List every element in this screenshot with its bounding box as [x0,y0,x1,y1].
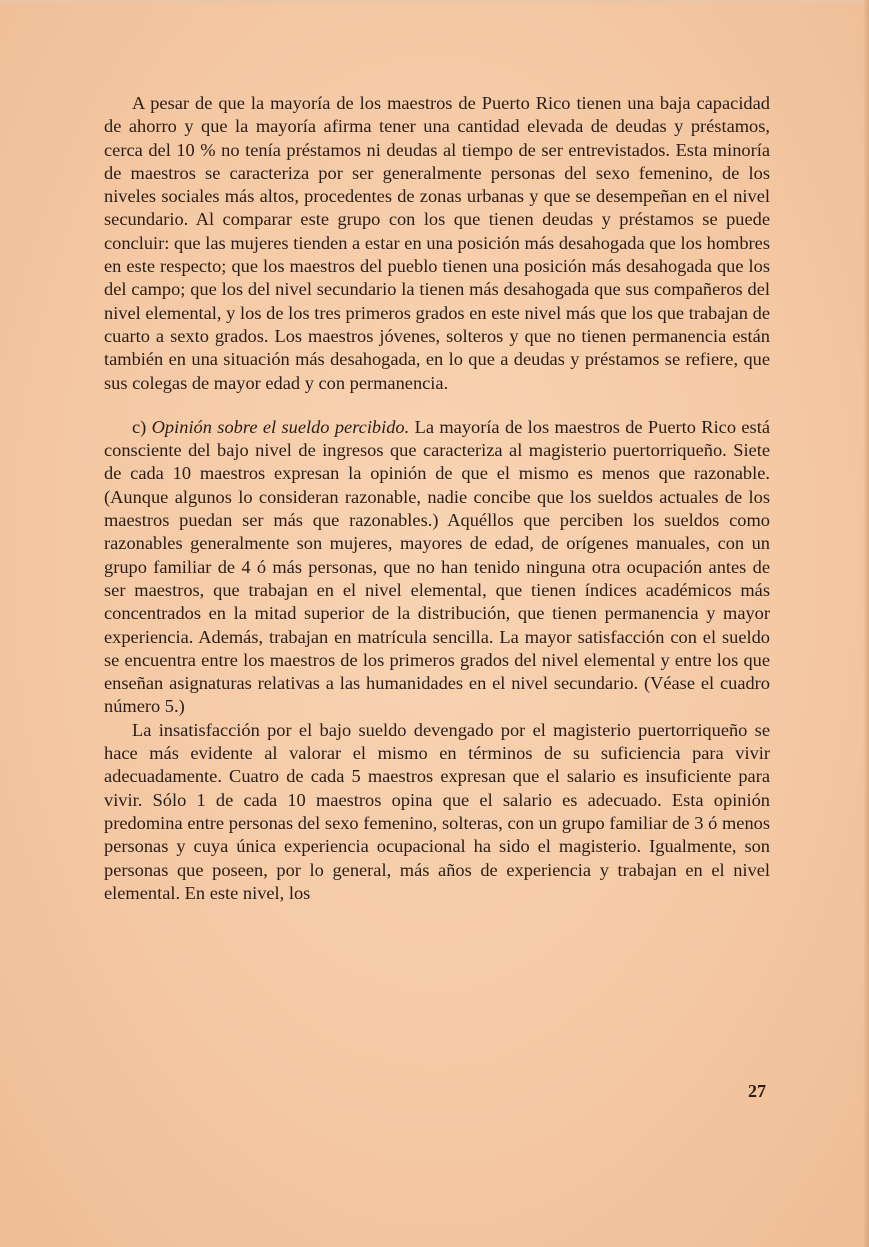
section-c-paragraph [104,416,770,719]
paragraph-savings-debts: A pesar de que la mayoría de los maestros de Puerto Rico tienen una baja capacidad de ahorro y que la mayoría afirma tener una cantidad elevada de deudas y préstamos, cerca del 10 % no tenía préstamos ni deudas al tiempo de ser entrevistados. Esta minoría de maestros se caracteriza por ser generalmente personas del sexo femenino, de los niveles sociales más altos, procedentes de zonas urbanas y que se desempeñan en el nivel secundario. Al comparar este grupo con los que tienen deudas y préstamos se puede concluir: que las mujeres tienden a estar en una posición más desahogada que los hombres en este respecto; que los maestros del pueblo tienen una posición más desahogada que los del campo; que los del nivel secundario la tienen más desahogada que sus compañeros del nivel elemental, y los de los tres primeros grados en este nivel más que los que trabajan de cuarto a sexto grados. Los maestros jóvenes, solteros y que no tienen permanencia están también en una situación más desahogada, en lo que a deudas y préstamos se refiere, que sus colegas de mayor edad y con permanencia. [104,93,770,393]
page-top-edge [0,0,869,6]
page-number: 27 [748,1081,766,1101]
paragraph-salary-sufficiency: La insatisfacción por el bajo sueldo devengado por el magisterio puertorriqueño se hace más evidente al valorar el mismo en términos de su suficiencia para vivir adecuadamente. Cuatro de cada 5 maestros expresan que el salario es insuficiente para vivir. Sólo 1 de cada 10 maestros opina que el salario es adecuado. Esta opinión predomina entre personas del sexo femenino, solteras, con un grupo familiar de 3 ó menos personas y cuya única experiencia ocupacional ha sido el magisterio. Igualmente, son personas que poseen, por lo general, más años de experiencia y trabajan en el nivel elemental. En este nivel, los [104,719,770,903]
section-c-marker: c) [132,416,147,437]
section-c-body: La mayoría de los maestros de Puerto Rico está consciente del bajo nivel de ingresos que caracteriza al magisterio puertorriqueño. Siete de cada 10 maestros expresan la opinión de que el mismo es menos que razonable. (Aunque algunos lo consideran razonable, nadie concibe que los sueldos actuales de los maestros puedan ser más que razonables.) Aquéllos que perciben los sueldos como razonables generalmente son mujeres, mayores de edad, de orígenes manuales, con un grupo familiar de 4 ó más personas, que no han tenido ninguna otra ocupación antes de ser maestros, que trabajan en el nivel elemental, que tienen índices académicos más concentrados en la mitad superior de la distribución, que tienen permanencia y mayor experiencia. Además, trabajan en matrícula sencilla. La mayor satisfacción con el sueldo se encuentra entre los maestros de los primeros grados del nivel elemental y entre los que enseñan asignaturas relativas a las humanidades en el nivel secundario. (Véase el cuadro número 5.) [104,416,770,717]
section-c-heading: Opinión sobre el sueldo percibido. [151,416,410,437]
body-text [104,92,770,905]
page-right-edge [863,0,869,1247]
